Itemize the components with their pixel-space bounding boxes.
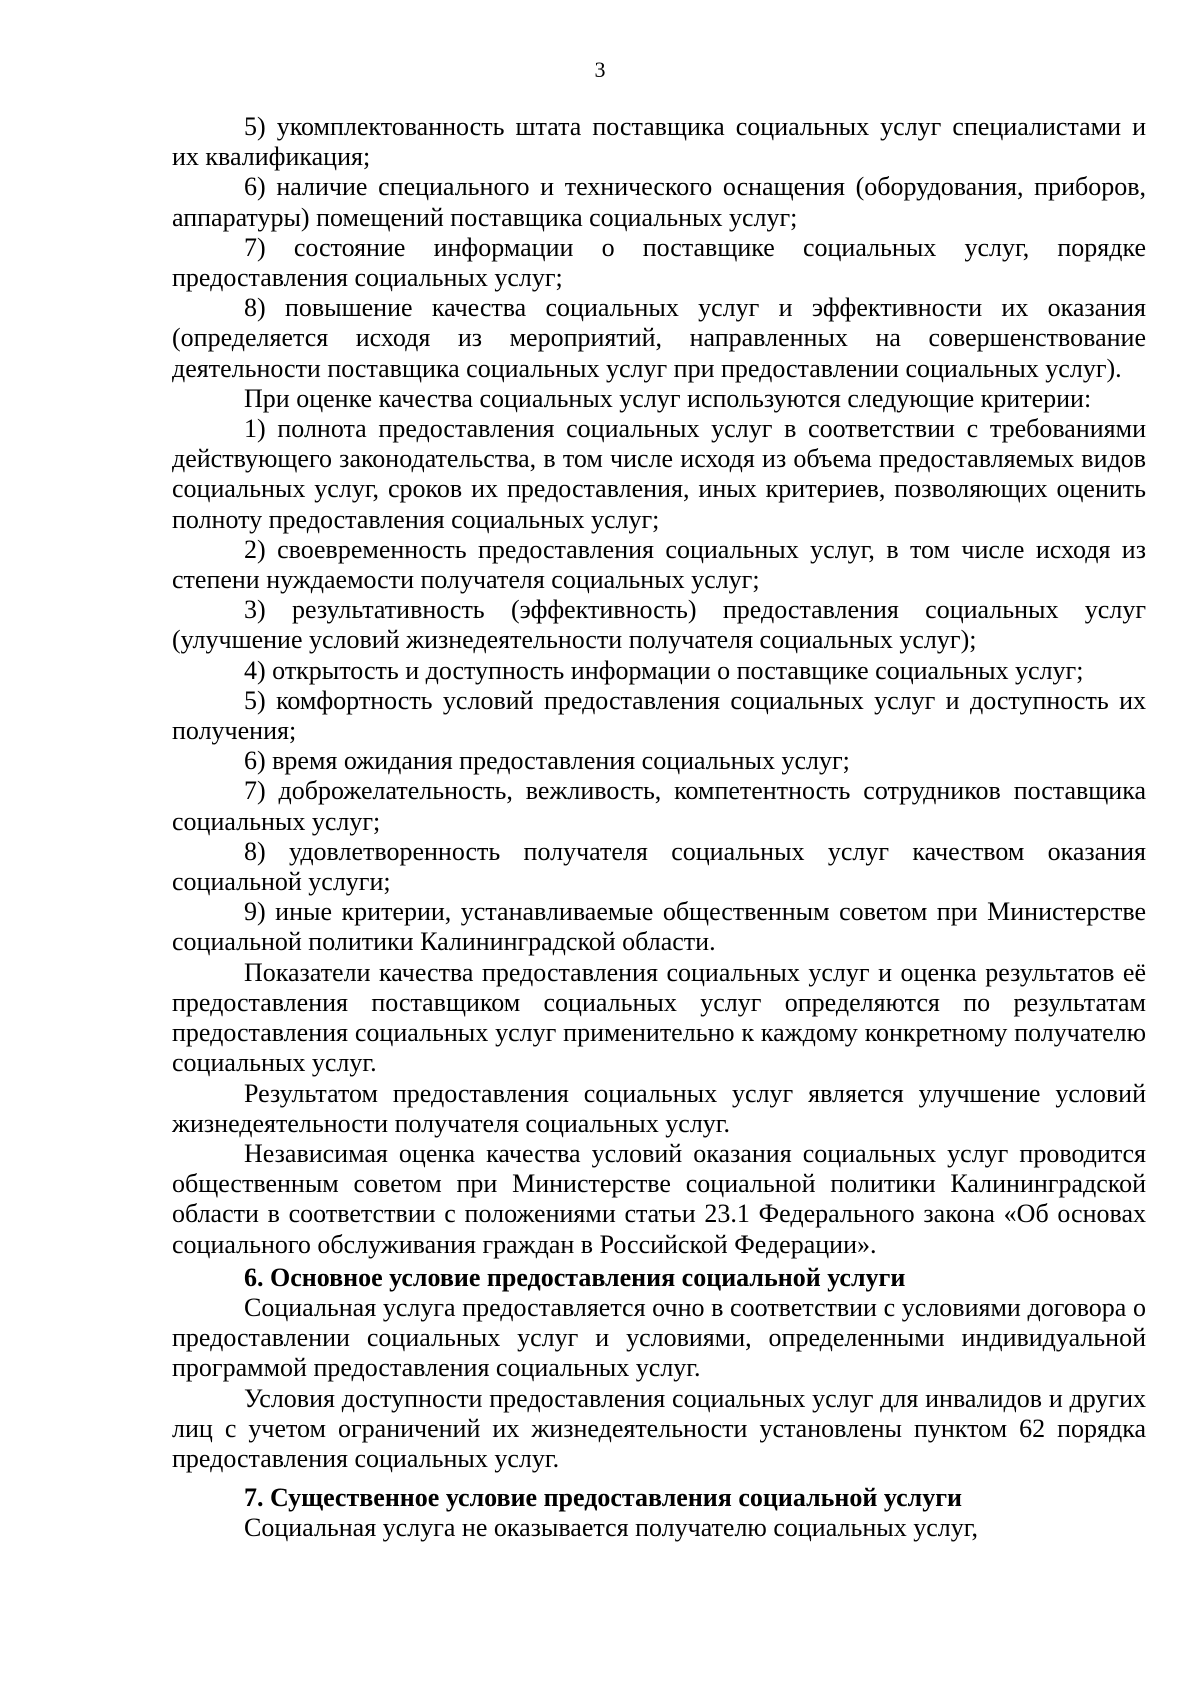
section-6-paragraph-1: Социальная услуга предоставляется очно в соответствии с условиями договора о предоставлении социальных услуг и условиями, определенными индивидуальной программой предоставления социальных услуг. xyxy=(172,1292,1146,1383)
paragraph-result: Результатом предоставления социальных услуг является улучшение условий жизнедеятельности получателя социальных услуг. xyxy=(172,1078,1146,1138)
document-body xyxy=(172,112,1146,1544)
list-item-quality-improvement: 8) повышение качества социальных услуг и эффективности их оказания (определяется исходя из мероприятий, направленных на совершенствование деятельности поставщика социальных услуг при предоставлении социальных услуг). xyxy=(172,293,1146,383)
list-item-equipment: 6) наличие специального и технического оснащения (оборудования, приборов, аппаратуры) помещений поставщика социальных услуг; xyxy=(172,172,1146,232)
criterion-timeliness: 2) своевременность предоставления социальных услуг, в том числе исходя из степени нуждаемости получателя социальных услуг; xyxy=(172,534,1146,595)
section-7-paragraph-1: Социальная услуга не оказывается получателю социальных услуг, xyxy=(244,1513,978,1543)
list-item-information: 7) состояние информации о поставщике социальных услуг, порядке предоставления социальных услуг; xyxy=(172,232,1146,293)
page-number: 3 xyxy=(594,57,606,82)
section-6-paragraph-2: Условия доступности предоставления социальных услуг для инвалидов и других лиц с учетом ограничений их жизнедеятельности установлены пунктом 62 порядка предоставления социальных услуг. xyxy=(172,1383,1146,1473)
section-6-heading: 6. Основное условие предоставления социальной услуги xyxy=(244,1262,906,1292)
criterion-openness: 4) открытость и доступность информации о поставщике социальных услуг; xyxy=(244,655,1084,685)
criterion-satisfaction: 8) удовлетворенность получателя социальных услуг качеством оказания социальной услуги; xyxy=(172,836,1146,897)
criterion-staff-friendliness: 7) доброжелательность, вежливость, компетентность сотрудников поставщика социальных услуг; xyxy=(172,776,1146,836)
criteria-intro: При оценке качества социальных услуг используются следующие критерии: xyxy=(244,383,1092,413)
paragraph-independent-assessment: Независимая оценка качества условий оказания социальных услуг проводится общественным советом при Министерстве социальной политики Калининградской области в соответствии с положениями статьи 23.1 Федерального закона «Об основах социального обслуживания граждан в Российской Федерации». xyxy=(172,1138,1146,1259)
paragraph-quality-indicators: Показатели качества предоставления социальных услуг и оценка результатов её предоставления поставщиком социальных услуг определяются по результатам предоставления социальных услуг применительно к каждому конкретному получателю социальных услуг. xyxy=(172,957,1146,1078)
criterion-effectiveness: 3) результативность (эффективность) предоставления социальных услуг (улучшение условий жизнедеятельности получателя социальных услуг); xyxy=(172,595,1146,655)
criterion-other: 9) иные критерии, устанавливаемые общественным советом при Министерстве социальной политики Калининградской области. xyxy=(172,897,1146,957)
criterion-comfort: 5) комфортность условий предоставления социальных услуг и доступность их получения; xyxy=(172,685,1146,746)
section-7-heading: 7. Существенное условие предоставления социальной услуги xyxy=(244,1483,962,1513)
criterion-completeness: 1) полнота предоставления социальных услуг в соответствии с требованиями действующего законодательства, в том числе исходя из объема предоставляемых видов социальных услуг, сроков их предоставления, иных критериев, позволяющих оценить полноту предоставления социальных услуг; xyxy=(172,414,1146,534)
list-item-staffing: 5) укомплектованность штата поставщика социальных услуг специалистами и их квалификация; xyxy=(172,112,1146,172)
criterion-waiting-time: 6) время ожидания предоставления социальных услуг; xyxy=(244,746,850,776)
